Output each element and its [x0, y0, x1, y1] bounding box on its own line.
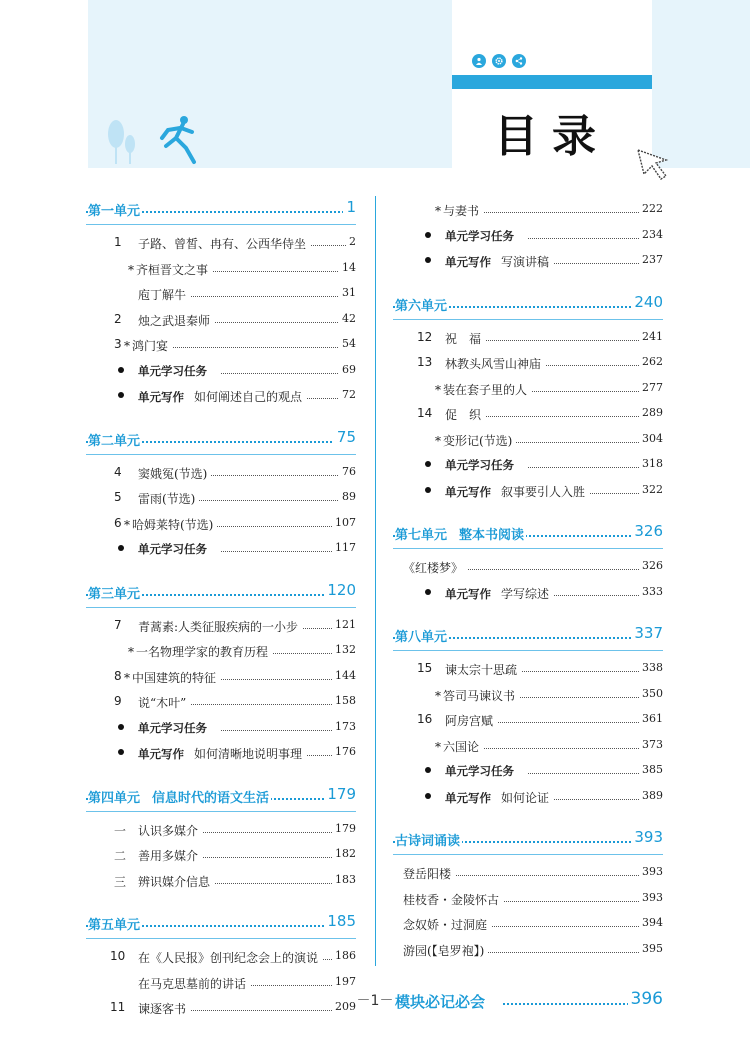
entry-page-number: 234 — [639, 228, 663, 241]
bullet-icon — [118, 749, 124, 755]
entry-bold-label: 单元学习任务 — [445, 228, 514, 243]
entry-page-number: 385 — [639, 763, 663, 776]
unit-title: 第四单元 — [88, 790, 141, 806]
entry-text: 林教头风雪山神庙 — [445, 357, 542, 371]
unit-label — [395, 295, 449, 314]
entry-text: 写演讲稿 — [501, 255, 550, 269]
unit-heading[interactable] — [393, 293, 663, 319]
entry-title — [445, 330, 485, 347]
toc-entry[interactable] — [86, 257, 356, 283]
unit-rule — [86, 938, 356, 939]
entry-text: 说“木叶” — [138, 696, 187, 710]
toc-entry[interactable] — [86, 537, 356, 563]
star-marker: * — [435, 382, 441, 397]
section-gap — [393, 810, 663, 828]
toc-entry[interactable] — [86, 282, 356, 308]
section-gap — [86, 767, 356, 785]
bullet-icon — [425, 487, 431, 493]
toc-right-column — [393, 198, 663, 1017]
page-number: －1－ — [356, 993, 394, 1009]
entry-page-number: 107 — [332, 516, 356, 529]
unit-label — [395, 626, 449, 645]
unit-page-number: 337 — [631, 624, 663, 642]
entry-title — [138, 541, 221, 557]
unit-title: 第三单元 — [88, 586, 141, 602]
unit-page-number: 185 — [324, 912, 356, 930]
entry-number: 一 — [114, 823, 127, 838]
unit-title: 第一单元 — [88, 204, 141, 219]
entry-text: 中国建筑的特征 — [132, 670, 217, 685]
entry-bold-label: 单元学习任务 — [138, 542, 207, 556]
entry-page-number: 197 — [332, 975, 356, 988]
entry-bold-label: 单元写作 — [138, 390, 184, 404]
unit-rule — [86, 607, 356, 608]
star-marker: * — [128, 645, 134, 659]
toc-entry[interactable] — [393, 351, 663, 377]
entry-text: 谏逐客书 — [138, 1002, 187, 1016]
unit-label — [395, 830, 462, 849]
entry-bold-label: 单元写作 — [445, 484, 491, 499]
entry-title — [445, 355, 545, 372]
toc-entry[interactable] — [86, 690, 356, 716]
entry-text: 六国论 — [443, 739, 480, 754]
entry-page-number: 326 — [639, 559, 663, 572]
entry-text: 桂枝香・金陵怀古 — [403, 892, 500, 907]
unit-heading[interactable] — [86, 581, 356, 607]
entry-page-number: 121 — [332, 618, 356, 631]
toc-entry[interactable] — [393, 683, 663, 709]
unit-page-number: 75 — [334, 428, 356, 446]
unit-label — [88, 200, 142, 219]
entry-title — [138, 490, 199, 507]
entry-title — [138, 312, 214, 329]
entry-page-number: 69 — [339, 363, 356, 376]
toc-entry[interactable] — [86, 741, 356, 767]
page-title: 目录 — [494, 111, 610, 162]
entry-title — [128, 261, 212, 278]
toc-entry[interactable] — [393, 734, 663, 760]
entry-page-number: 373 — [639, 738, 663, 751]
entry-text: 窦娥冤(节选) — [138, 466, 208, 481]
section-gap — [393, 606, 663, 624]
unit-rule — [86, 454, 356, 455]
entry-title — [445, 712, 497, 729]
unit-title: 第八单元 — [395, 630, 448, 645]
entry-text: 雷雨(节选) — [138, 492, 196, 506]
star-marker: * — [435, 204, 441, 218]
entry-text: 谏太宗十思疏 — [445, 663, 518, 677]
entry-number: 3 — [114, 337, 122, 351]
entry-page-number: 14 — [339, 261, 356, 274]
entry-number: 10 — [110, 949, 126, 963]
entry-text: 学写综述 — [501, 586, 550, 601]
entry-title — [445, 457, 528, 473]
entry-number: 5 — [114, 490, 122, 504]
entry-page-number: 393 — [639, 865, 663, 878]
entry-page-number: 394 — [639, 916, 663, 929]
entry-text: 祝 福 — [445, 331, 482, 346]
star-marker: * — [124, 517, 130, 532]
toc-entry[interactable] — [393, 759, 663, 785]
entry-title — [138, 363, 221, 379]
bullet-icon — [118, 392, 124, 398]
bullet-icon — [425, 257, 431, 263]
entry-title — [128, 643, 272, 660]
entry-title — [403, 942, 488, 959]
entry-title — [403, 865, 455, 882]
section-gap — [393, 963, 663, 981]
toc-entry[interactable] — [86, 461, 356, 487]
entry-title — [138, 847, 202, 864]
entry-title — [435, 381, 531, 398]
toc-entry[interactable] — [393, 912, 663, 938]
unit-page-number: 326 — [631, 522, 663, 540]
section-gap — [86, 410, 356, 428]
unit-page-number: 393 — [631, 828, 663, 846]
entry-text: 变形记(节选) — [443, 433, 513, 448]
unit-heading[interactable] — [86, 785, 356, 811]
entry-text: 如何清晰地说明事理 — [194, 747, 303, 761]
entry-number: 8 — [114, 668, 122, 683]
entry-number: 16 — [417, 712, 433, 726]
entry-text: 装在套子里的人 — [443, 382, 528, 397]
entry-text: 青蒿素:人类征服疾病的一小步 — [138, 619, 299, 634]
unit-rule — [86, 224, 356, 225]
entry-page-number: 31 — [339, 286, 356, 299]
toc-entry[interactable] — [393, 555, 663, 581]
unit-label — [88, 914, 142, 933]
entry-text: 一名物理学家的教育历程 — [136, 645, 269, 659]
entry-text: 与妻书 — [443, 204, 480, 218]
toc-entry[interactable] — [393, 581, 663, 607]
entry-number: 7 — [114, 617, 122, 632]
entry-title — [445, 228, 528, 244]
entry-page-number: 117 — [332, 541, 356, 554]
entry-text: 鸿门宴 — [132, 339, 169, 353]
entry-number: 三 — [114, 874, 127, 889]
bullet-icon — [425, 461, 431, 467]
entry-text: 如何阐述自己的观点 — [194, 390, 303, 404]
unit-title: 第二单元 — [88, 433, 141, 449]
entry-page-number: 132 — [332, 643, 356, 656]
toc-entry[interactable] — [393, 326, 663, 352]
entry-bold-label: 单元写作 — [445, 586, 491, 601]
toc-entry[interactable] — [393, 938, 663, 964]
star-marker: * — [435, 739, 441, 754]
entry-bold-label: 单元学习任务 — [445, 764, 514, 778]
toc-entry[interactable] — [393, 224, 663, 250]
section-gap — [393, 275, 663, 293]
user-icon[interactable] — [472, 54, 486, 68]
entry-number: 1 — [114, 235, 122, 249]
entry-number: 6 — [114, 515, 122, 530]
entry-title — [445, 763, 528, 779]
entry-page-number: 54 — [339, 337, 356, 350]
entry-text: 齐桓晋文之事 — [136, 262, 209, 277]
entry-title — [138, 1000, 190, 1017]
bullet-icon — [118, 724, 124, 730]
entry-page-number: 158 — [332, 694, 356, 707]
unit-heading[interactable] — [393, 828, 663, 854]
entry-title — [403, 891, 503, 908]
toc-entry[interactable] — [393, 453, 663, 479]
entry-title — [435, 687, 519, 704]
entry-number: 2 — [114, 311, 122, 326]
entry-page-number: 183 — [332, 873, 356, 886]
entry-title — [138, 822, 202, 839]
entry-title — [403, 559, 467, 576]
entry-text: 烛之武退秦师 — [138, 313, 211, 328]
entry-page-number: 179 — [332, 822, 356, 835]
bullet-icon — [425, 767, 431, 773]
unit-rule — [393, 548, 663, 549]
toc-entry[interactable] — [393, 249, 663, 275]
entry-title — [138, 694, 190, 711]
toc-entry[interactable] — [393, 708, 663, 734]
toc-entry[interactable] — [393, 785, 663, 811]
entry-number: 13 — [417, 355, 433, 369]
entry-title — [138, 949, 322, 966]
toc-entry[interactable] — [86, 665, 356, 691]
title-accent-bar — [452, 75, 652, 89]
entry-number: 9 — [114, 694, 122, 708]
bullet-icon — [118, 367, 124, 373]
bullet-icon — [118, 545, 124, 551]
header-icons — [472, 54, 526, 68]
entry-text: 子路、曾皙、冉有、公西华侍坐 — [138, 237, 307, 251]
toc-entry[interactable] — [393, 657, 663, 683]
unit-title: 第五单元 — [88, 918, 141, 933]
star-marker: * — [124, 670, 130, 685]
toc-left-column — [86, 198, 356, 1022]
toc-entry[interactable] — [86, 716, 356, 742]
unit-rule — [393, 319, 663, 320]
cursor-arrow-icon — [636, 148, 676, 182]
entry-text: 游园(【皂罗袍】) — [403, 943, 485, 958]
toc-entry[interactable] — [86, 869, 356, 895]
entry-page-number: 389 — [639, 789, 663, 802]
entry-text: 哈姆莱特(节选) — [132, 517, 214, 532]
entry-number: 4 — [114, 464, 122, 479]
entry-title — [445, 406, 485, 423]
toc-entry[interactable] — [86, 308, 356, 334]
module-page-number: 396 — [628, 989, 663, 1009]
share-icon[interactable] — [512, 54, 526, 68]
entry-text: 登岳阳楼 — [403, 867, 452, 881]
entry-title — [138, 465, 211, 482]
toc-entry[interactable] — [393, 479, 663, 505]
entry-page-number: 186 — [332, 949, 356, 962]
entry-bold-label: 单元学习任务 — [138, 720, 207, 735]
entry-title — [435, 738, 483, 755]
unit-label — [395, 524, 526, 543]
entry-page-number: 42 — [339, 312, 356, 325]
unit-heading[interactable] — [393, 522, 663, 548]
toc-entry[interactable] — [86, 843, 356, 869]
column-divider — [375, 196, 376, 966]
entry-text: 辨识媒介信息 — [138, 874, 211, 889]
entry-title — [138, 618, 302, 635]
unit-subtitle: 信息时代的语文生活 — [152, 790, 270, 806]
section-gap — [393, 504, 663, 522]
entry-page-number: 289 — [639, 406, 663, 419]
toc-entry[interactable] — [86, 384, 356, 410]
unit-rule — [86, 811, 356, 812]
entry-title — [138, 745, 306, 762]
entry-bold-label: 单元写作 — [445, 255, 491, 269]
toc-entry[interactable] — [86, 359, 356, 385]
unit-rule — [393, 854, 663, 855]
entry-title — [138, 235, 310, 252]
entry-number: 11 — [110, 1000, 126, 1014]
star-marker: * — [128, 262, 134, 277]
toc-entry[interactable] — [86, 486, 356, 512]
entry-title — [124, 669, 220, 686]
unit-title: 第六单元 — [395, 298, 448, 314]
entry-text: 念奴娇・过洞庭 — [403, 918, 488, 932]
entry-text: 庖丁解牛 — [138, 288, 187, 302]
entry-number: 二 — [114, 849, 127, 863]
entry-text: 善用多媒介 — [138, 849, 199, 863]
toc-entry[interactable] — [393, 402, 663, 428]
entry-page-number: 350 — [639, 687, 663, 700]
entry-title — [124, 337, 172, 354]
entry-text: 阿房宫赋 — [445, 714, 494, 728]
bullet-icon — [425, 793, 431, 799]
star-marker: * — [435, 688, 441, 703]
unit-heading[interactable] — [86, 912, 356, 938]
entry-title — [445, 253, 553, 270]
entry-text: 促 织 — [445, 408, 482, 422]
entry-page-number: 2 — [346, 235, 356, 248]
entry-page-number: 322 — [639, 483, 663, 496]
entry-text: 在《人民报》创刊纪念会上的演说 — [138, 951, 319, 965]
entry-title — [138, 286, 190, 303]
toc-entry[interactable] — [86, 333, 356, 359]
star-marker: * — [435, 433, 441, 448]
toc-entry[interactable] — [86, 614, 356, 640]
entry-page-number: 338 — [639, 661, 663, 674]
unit-heading[interactable] — [86, 428, 356, 454]
toc-entry[interactable] — [393, 198, 663, 224]
entry-number: 15 — [417, 661, 433, 675]
entry-number: 12 — [417, 329, 433, 344]
unit-label — [88, 787, 271, 806]
entry-title — [138, 388, 306, 405]
unit-page-number: 179 — [324, 785, 356, 803]
entry-title — [435, 202, 483, 219]
entry-title — [445, 585, 553, 602]
section-gap — [86, 894, 356, 912]
entry-page-number: 76 — [339, 465, 356, 478]
entry-page-number: 89 — [339, 490, 356, 503]
entry-text: 如何论证 — [501, 790, 550, 805]
unit-title: 古诗词诵读 — [395, 834, 461, 849]
unit-label — [88, 430, 142, 449]
entry-page-number: 393 — [639, 891, 663, 904]
entry-text: 叙事要引人入胜 — [501, 484, 586, 499]
unit-page-number: 1 — [343, 198, 356, 216]
bullet-icon — [425, 232, 431, 238]
toc-entry[interactable] — [86, 512, 356, 538]
entry-bold-label: 单元学习任务 — [445, 458, 514, 472]
entry-title — [435, 432, 516, 449]
entry-text: 《红楼梦》 — [403, 561, 464, 575]
entry-text: 认识多媒介 — [138, 823, 199, 838]
toc-entry[interactable] — [86, 231, 356, 257]
entry-page-number: 222 — [639, 202, 663, 215]
toc-entry[interactable] — [86, 639, 356, 665]
entry-page-number: 237 — [639, 253, 663, 266]
entry-title — [445, 789, 553, 806]
bullet-icon — [425, 589, 431, 595]
runner-tree-illustration — [96, 112, 206, 168]
unit-title: 第七单元 — [395, 528, 448, 543]
entry-page-number: 318 — [639, 457, 663, 470]
entry-title — [124, 516, 217, 533]
entry-page-number: 361 — [639, 712, 663, 725]
entry-page-number: 176 — [332, 745, 356, 758]
entry-page-number: 72 — [339, 388, 356, 401]
star-marker: * — [124, 339, 130, 353]
entry-title — [445, 661, 521, 678]
entry-text: 答司马谏议书 — [443, 688, 516, 703]
toc-entry[interactable] — [393, 377, 663, 403]
toc-entry[interactable] — [393, 861, 663, 887]
entry-page-number: 182 — [332, 847, 356, 860]
unit-heading[interactable] — [393, 624, 663, 650]
module-label: 模块必记必会 — [395, 991, 491, 1012]
entry-page-number: 262 — [639, 355, 663, 368]
entry-number: 14 — [417, 406, 433, 420]
toc-entry[interactable] — [393, 428, 663, 454]
unit-heading[interactable] — [86, 198, 356, 224]
unit-page-number: 120 — [324, 581, 356, 599]
section-gap — [86, 563, 356, 581]
entry-bold-label: 单元写作 — [445, 790, 491, 805]
entry-page-number: 277 — [639, 381, 663, 394]
entry-text: 在马克思墓前的讲话 — [138, 976, 247, 991]
entry-page-number: 304 — [639, 432, 663, 445]
entry-page-number: 395 — [639, 942, 663, 955]
entry-bold-label: 单元写作 — [138, 747, 184, 761]
entry-title — [445, 483, 589, 500]
unit-subtitle: 整本书阅读 — [459, 528, 525, 543]
entry-title — [138, 873, 214, 890]
entry-page-number: 144 — [332, 669, 356, 682]
entry-page-number: 241 — [639, 330, 663, 343]
unit-page-number: 240 — [631, 293, 663, 311]
entry-page-number: 209 — [332, 1000, 356, 1013]
entry-page-number: 333 — [639, 585, 663, 598]
entry-title — [138, 720, 221, 736]
entry-bold-label: 单元学习任务 — [138, 363, 207, 378]
toc-entry[interactable] — [393, 887, 663, 913]
toc-entry[interactable] — [86, 945, 356, 971]
gear-icon[interactable] — [492, 54, 506, 68]
entry-page-number: 173 — [332, 720, 356, 733]
unit-label — [88, 583, 142, 602]
unit-rule — [393, 650, 663, 651]
entry-title — [403, 916, 491, 933]
toc-entry[interactable] — [86, 818, 356, 844]
entry-title — [138, 975, 250, 992]
